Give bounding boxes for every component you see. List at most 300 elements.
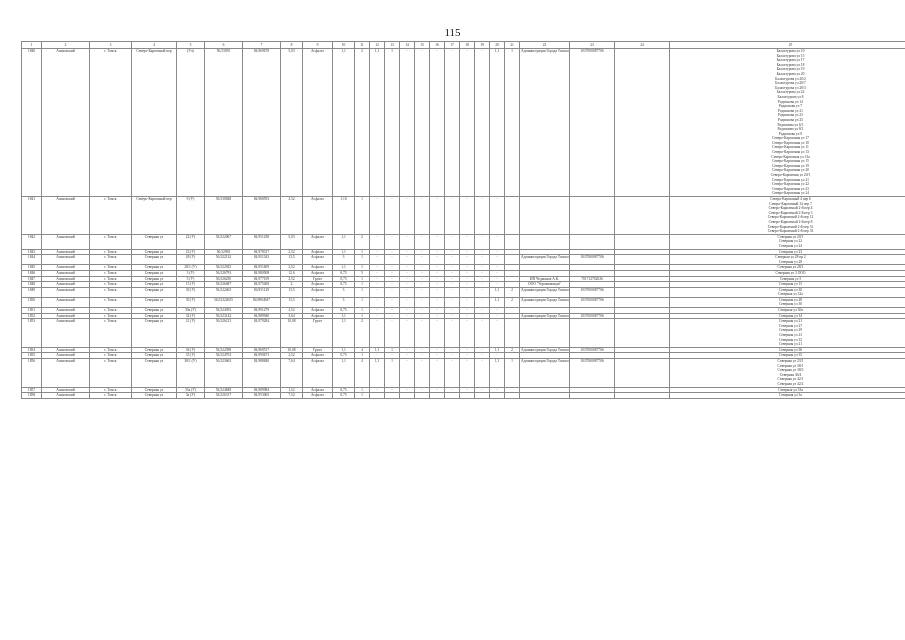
table-cell: - [475,387,490,393]
table-cell: 1852 [22,313,42,319]
table-cell: 1850 [22,297,42,307]
addresses-cell: Северная ул 34 [670,313,905,319]
table-cell: 1853 [22,319,42,348]
table-cell: - [400,359,415,388]
table-cell: - [415,313,430,319]
table-cell: - [460,49,475,197]
table-cell: - [475,249,490,255]
table-cell: Асфальт [303,393,333,399]
table-cell: 2,52 [281,249,303,255]
table-cell: 84,951343 [243,255,281,265]
table-cell: 5 (У) [177,276,205,282]
table-cell: 1 [505,49,520,197]
column-number-10: 10 [333,42,355,49]
table-cell: - [400,197,415,235]
table-cell: 3а (У) [177,393,205,399]
table-cell: - [385,197,400,235]
column-number-16: 16 [430,42,445,49]
table-cell: 4 [355,359,370,388]
table-cell: 0,75 [333,393,355,399]
column-number-2: 2 [42,42,90,49]
table-cell: 1854 [22,347,42,353]
table-cell: - [400,287,415,297]
table-cell: 1,1 [333,265,355,271]
header-row [22,42,905,49]
table-cell: - [415,265,430,271]
table-cell: Асиновский [42,287,90,297]
table-cell: 22 (У) [177,234,205,249]
table-cell: г. Томск [90,393,132,399]
column-number-21: 21 [505,42,520,49]
table-cell: - [370,353,385,359]
table-cell: 56,522398 [205,347,243,353]
table-cell: - [445,319,460,348]
table-cell: 1846 [22,270,42,276]
table-cell: - [445,297,460,307]
table-cell: Асфальт [303,255,333,265]
table-cell [505,319,520,348]
table-cell [415,393,430,399]
table-cell: - [370,387,385,393]
column-number-9: 9 [303,42,333,49]
table-cell: 30 (У) [177,287,205,297]
table-cell: - [490,276,505,282]
table-cell [505,393,520,399]
table-cell: - [400,319,415,348]
addresses-cell: Северная ул 35 [670,353,905,359]
table-cell: 0,75 [333,308,355,314]
table-cell: - [430,49,445,197]
table-cell: - [490,265,505,271]
table-cell: - [415,282,430,288]
table-cell: - [385,353,400,359]
table-cell: - [400,270,415,276]
table-cell [400,393,415,399]
table-cell: г. Томск [90,353,132,359]
table-cell: 1,1 [333,249,355,255]
table-cell: - [385,234,400,249]
table-cell: 84,9804947 [243,297,281,307]
table-cell [520,197,570,235]
table-cell: Асфальт [303,308,333,314]
table-cell: Асиновский [42,249,90,255]
table-cell: 56,524848 [205,387,243,393]
table-cell: 56,524393 [205,308,243,314]
table-cell: - [460,359,475,388]
table-cell: - [415,270,430,276]
table-cell: 2,52 [281,308,303,314]
table-cell: г. Томск [90,255,132,265]
table-cell: 56,53055 [205,49,243,197]
table-cell: Северная ул [132,234,177,249]
table-cell: 1841 [22,197,42,235]
table-cell: г. Томск [90,313,132,319]
table-cell: 5,03 [281,49,303,197]
column-number-11: 11 [355,42,370,49]
table-cell: 1855 [22,353,42,359]
table-cell: 3 (У) [177,270,205,276]
table-cell: - [370,287,385,297]
table-cell: - [400,282,415,288]
table-cell: Северная ул [132,297,177,307]
table-cell: Грунт [303,276,333,282]
table-cell: г. Томск [90,234,132,249]
column-number-25: 25 [670,42,905,49]
table-cell: 1856 [22,359,42,388]
table-cell: - [445,387,460,393]
table-cell: г. Томск [90,49,132,197]
table-cell: - [445,234,460,249]
table-cell: Асфальт [303,387,333,393]
table-cell: - [460,197,475,235]
addresses-cell: Северо-Карпатный 4 пер 6 Северо-Карпатный 14 пер 7 Северо-Карпатный 2-й пер 4 Северо-Карпатный 2-й пер 3 Северо-Карпатный 2-й пер 12 Северо-Карпатный 2-й пер 8 Северо-Карпатный 2-й пер 31 Северо-Карпатный 2-й пер 33 [670,197,905,235]
table-cell: 1 [355,276,370,282]
table-cell: 1,1 [490,49,505,197]
table-cell [615,297,670,307]
table-cell: - [430,265,445,271]
table-cell: 84,975469 [243,282,281,288]
table-cell: - [385,387,400,393]
table-cell: 0,75 [333,353,355,359]
table-cell: - [475,197,490,235]
table-cell: - [415,359,430,388]
column-number-1: 1 [22,42,42,49]
table-row [22,287,905,297]
table-cell: 1037000087706 [570,255,615,265]
table-cell: 56,526250 [205,276,243,282]
table-cell: Северная ул [132,353,177,359]
table-cell: Северная ул [132,359,177,388]
table-cell: - [445,308,460,314]
table-cell: 3 [333,287,355,297]
table-cell: Северо-Карпатный пер [132,49,177,197]
addresses-cell: Северная ул 23 [670,249,905,255]
table-cell [520,393,570,399]
table-cell: - [445,353,460,359]
table-cell: Асиновский [42,234,90,249]
table-cell: - [400,249,415,255]
table-cell: - [430,387,445,393]
table-cell: - [370,308,385,314]
table-cell: 2,52 [281,353,303,359]
addresses-cell: Северная ул 5 [670,276,905,282]
table-cell: 1,1 [333,319,355,348]
table-cell: Северная ул [132,319,177,348]
table-cell: - [490,255,505,265]
table-cell: 1,1 [370,359,385,388]
table-cell: 0,75 [333,282,355,288]
table-cell: Администрация Города Томска [520,359,570,388]
table-cell: 84,951258 [243,234,281,249]
table-cell: г. Томск [90,359,132,388]
table-cell: 1 [355,255,370,265]
column-number-header [22,42,905,49]
table-cell: Северная ул [132,265,177,271]
table-cell: - [385,249,400,255]
table-cell: - [415,347,430,353]
table-cell: - [415,387,430,393]
table-cell: 33а (У) [177,387,205,393]
table-row [22,197,905,235]
table-cell: Северо-Карпатный пер [132,197,177,235]
table-cell: - [370,249,385,255]
table-cell: Северная ул [132,313,177,319]
table-cell: 15 (У) [177,282,205,288]
table-cell: 34 (У) [177,313,205,319]
table-cell: 1843 [22,249,42,255]
table-cell: 1,1 [490,287,505,297]
table-cell: 1037000087706 [570,347,615,353]
table-cell: 1 [355,249,370,255]
table-cell: 84,980508 [243,270,281,276]
table-cell: Асиновский [42,276,90,282]
table-cell: 1851 [22,308,42,314]
table-cell: - [385,255,400,265]
table-cell: 56,522925 [205,265,243,271]
addresses-cell: Северная ул 33а [670,387,905,393]
addresses-cell: Северная ул 28/1 [670,265,905,271]
table-cell: г. Томск [90,270,132,276]
table-cell: - [400,255,415,265]
column-number-18: 18 [460,42,475,49]
table-cell: 1858 [22,393,42,399]
table-cell: - [385,313,400,319]
table-cell: 1,52 [281,387,303,393]
table-cell: Асиновский [42,313,90,319]
table-cell: - [415,197,430,235]
table-cell: 2 [505,297,520,307]
addresses-cell: Балахтурова ул 10 Балахтурова ул 15 Балахтурова ул 17 Балахтурова ул 18 Балахтурова ул 19 Балахтурова ул 20 Балахтурова ул 20/2 Балахтурова ул 20/7 Балахтурова ул 20/3 Балахтурова ул 22 Балахтурова ул 8 Радионова ул 14 Радионова ул 7 Радионова ул 21 Радионова ул 23 Радионова ул 25 Радионова ул 6/1 Радионова ул 8/1 Радионова ул 9 Северо-Карпатная ул 17 Северо-Карпатная ул 10 Северо-Карпатная ул 11 Северо-Карпатная ул 13 Северо-Карпатная ул 13а Северо-Карпатная ул 15 Северо-Карпатная ул 19 Северо-Карпатная ул 20 Северо-Карпатная ул 20/1 Северо-Карпатная ул 21 Северо-Карпатная ул 22 Северо-Карпатная ул 23 Северо-Карпатная ул 24 [670,49,905,197]
table-cell: 21 (У) [177,319,205,348]
table-cell: - [490,387,505,393]
table-cell: - [385,276,400,282]
table-row [22,297,905,307]
column-number-19: 19 [475,42,490,49]
table-cell: - [370,297,385,307]
table-cell: 1842 [22,234,42,249]
table-cell [505,255,520,265]
table-cell: Северная ул [132,387,177,393]
table-cell: - [445,313,460,319]
table-cell: Асиновский [42,197,90,235]
table-cell: - [385,270,400,276]
table-cell: - [445,282,460,288]
table-cell: 84,968593 [243,197,281,235]
table-cell: - [475,270,490,276]
addresses-cell: Северная ул 28 Северная ул 30 [670,297,905,307]
table-cell: 56,523663 [205,359,243,388]
table-cell: - [490,319,505,348]
table-cell [615,255,670,265]
table-cell: - [385,265,400,271]
table-cell: 1848 [22,282,42,288]
table-cell: - [460,297,475,307]
table-cell: - [385,297,400,307]
table-cell: - [475,282,490,288]
table-cell: - [400,313,415,319]
table-cell [570,393,615,399]
table-cell: 1 [505,359,520,388]
table-cell: - [475,313,490,319]
table-row [22,234,905,249]
table-cell: Асиновский [42,319,90,348]
table-cell: 1037000087706 [570,297,615,307]
addresses-cell: Северная ул 36 [670,347,905,353]
table-cell: - [400,387,415,393]
table-cell: - [475,255,490,265]
column-number-24: 24 [615,42,670,49]
table-cell: 56,524703 [205,353,243,359]
table-cell [505,197,520,235]
table-cell: - [430,197,445,235]
table-cell: Асиновский [42,359,90,388]
table-cell: 10,08 [281,319,303,348]
table-cell: - [400,276,415,282]
table-cell: - [475,265,490,271]
table-cell: г. Томск [90,297,132,307]
table-cell: 84,989940 [243,313,281,319]
table-cell: - [430,249,445,255]
table-cell: 701712702026 [570,276,615,282]
table-cell: 1 [355,265,370,271]
table-cell: 84,977109 [243,276,281,282]
table-cell: - [460,347,475,353]
table-cell: - [400,297,415,307]
table-cell: - [475,359,490,388]
table-cell: Асфальт [303,197,333,235]
table-cell: 56,530848 [205,197,243,235]
table-cell: - [430,313,445,319]
column-number-3: 3 [90,42,132,49]
table-cell: Асиновский [42,270,90,276]
table-cell: - [385,282,400,288]
table-cell: - [415,249,430,255]
addresses-cell: Северная ул 3а [670,393,905,399]
table-cell: - [460,319,475,348]
table-cell: - [445,347,460,353]
table-cell: - [460,387,475,393]
table-cell [460,393,475,399]
table-cell: Асиновский [42,297,90,307]
table-cell: 84,951129 [243,287,281,297]
table-cell: - [415,287,430,297]
table-cell: Северная ул [132,255,177,265]
table-cell: - [400,347,415,353]
table-cell: 1845 [22,265,42,271]
table-cell: - [490,197,505,235]
table-cell: 1 [355,313,370,319]
table-cell: Администрация Города Томска [520,49,570,197]
table-cell: 1,10 [333,197,355,235]
table-cell: - [400,265,415,271]
table-cell: - [430,255,445,265]
table-cell: 3,64 [281,313,303,319]
addresses-cell: Северная ул 3 ООО [670,270,905,276]
table-cell [445,393,460,399]
table-cell: 1 [355,308,370,314]
table-cell: - [490,282,505,288]
table-cell: - [490,234,505,249]
table-cell: 10,08 [281,347,303,353]
table-cell: Асфальт [303,287,333,297]
table-cell: 1037000087706 [570,287,615,297]
table-cell: 28 (У) [177,255,205,265]
table-cell: 13,5 [281,297,303,307]
table-cell: 84,988840 [243,359,281,388]
table-cell: - [385,287,400,297]
table-cell: - [445,287,460,297]
table-cell: - [400,353,415,359]
table-cell [615,49,670,197]
table-cell: - [490,353,505,359]
table-cell: - [415,234,430,249]
table-row [22,319,905,348]
table-cell: 0,75 [333,276,355,282]
table-cell: - [460,255,475,265]
table-cell: - [460,234,475,249]
table-cell: Асиновский [42,393,90,399]
table-cell: 2 [505,347,520,353]
table-cell: - [415,353,430,359]
column-number-15: 15 [415,42,430,49]
table-cell: - [370,313,385,319]
table-cell: 5 [355,270,370,276]
table-cell: 56,522132 [205,255,243,265]
table-cell: г. Томск [90,347,132,353]
table-cell: - [445,359,460,388]
table-cell: 1037000087706 [570,313,615,319]
table-cell: Асиновский [42,255,90,265]
table-cell: - [475,276,490,282]
table-cell: - [385,308,400,314]
table-cell: 84,969517 [243,347,281,353]
table-cell: Северная ул [132,308,177,314]
table-cell: - [445,255,460,265]
table-cell [370,393,385,399]
addresses-cell: Северная ул 20/1 Северная ул 22 Северная ул 24 [670,234,905,249]
table-cell: 1 [355,197,370,235]
table-cell: г. Томск [90,276,132,282]
table-cell: - [370,282,385,288]
table-cell: Северная ул [132,393,177,399]
table-cell: 7,64 [281,359,303,388]
table-cell: Асиновский [42,308,90,314]
table-cell: 56,526487 [205,282,243,288]
table-cell: - [460,308,475,314]
table-cell: - [475,49,490,197]
table-cell: - [445,249,460,255]
table-cell: 2 [281,282,303,288]
table-cell: - [415,276,430,282]
table-cell: 84,951609 [243,265,281,271]
addresses-cell: Северная ул 21 Северная ул 27 Северная ул 29 Северная ул 23 Северная ул 33 Северная ул 21 [670,319,905,348]
table-cell: 1,1 [490,297,505,307]
table-cell: 56,523142 [205,313,243,319]
table-cell [520,234,570,249]
table-cell: - [490,308,505,314]
table-cell: - [430,359,445,388]
table-cell: 1,1 [490,359,505,388]
table-cell: - [430,276,445,282]
column-number-6: 6 [205,42,243,49]
table-cell [570,319,615,348]
table-cell: - [490,270,505,276]
table-cell: Асиновский [42,387,90,393]
table-cell [505,234,520,249]
table-cell [615,234,670,249]
table-cell: Северная ул [132,287,177,297]
table-cell: 84,979284 [243,319,281,348]
